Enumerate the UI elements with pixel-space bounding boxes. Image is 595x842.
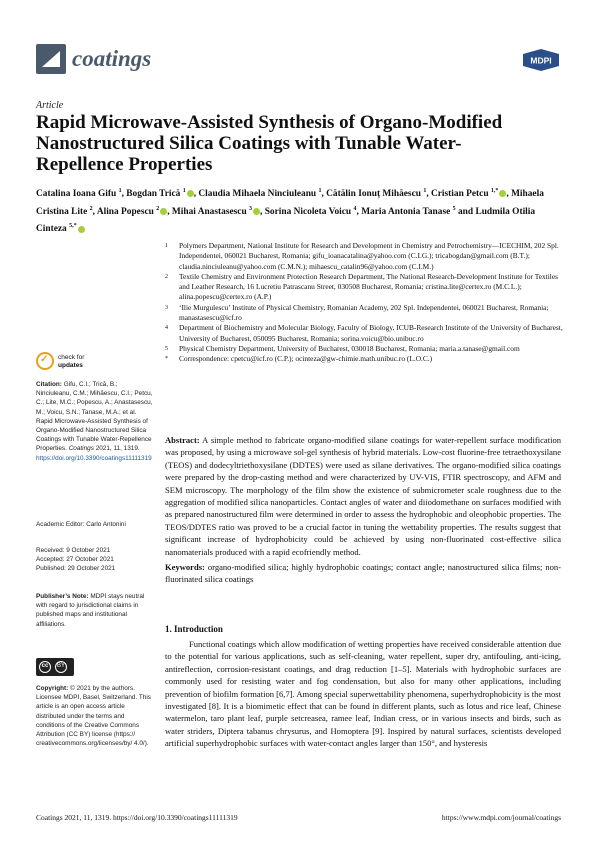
- footer-citation: Coatings 2021, 11, 1319. https://doi.org/10.3390/coatings11111319: [36, 813, 238, 822]
- author-affiliation-marker: 5: [452, 205, 456, 212]
- affiliations: [165, 241, 565, 365]
- affiliation-marker: 5: [165, 345, 168, 352]
- orcid-icon[interactable]: [78, 226, 85, 233]
- affiliation-marker: 3: [165, 304, 168, 311]
- affiliation-text: Department of Biochemistry and Molecular Biology, Faculty of Biology, ICUB-Research Institute of the University of Bucharest, University of Bucharest, 050095 Bucharest, Romania; sorina.voicu@bio.unibuc.ro: [179, 323, 563, 343]
- affiliation-item: [165, 344, 565, 354]
- author-name: Mihai Anastasescu: [171, 206, 247, 217]
- citation-block: Citation: Gifu, C.I.; Trică, B.; Ninciuleanu, C.M.; Mihăescu, C.I.; Petcu, C.; Lite, M.C.; Popescu, A.; Anastasescu, M.; Voicu, S.N.; Tanase, M.A.; et al. Rapid Microwave-Assisted Synthesis of Organo-Modified Nanostructured Silica Coatings with Tunable Water-Repellence Properties. Coatings 2021, 11, 1319. https://doi.org/10.3390/coatings11111319: [36, 381, 153, 462]
- author-affiliation-marker: 1: [182, 188, 186, 194]
- affiliation-text: Textile Chemistry and Environment Protection Research Department, The National Research-Development Institute for Textiles and Leather Research, 16 Lucretiu Patrascanu Street, 030508 Bucharest, Romania; cristina.lite@certex.ro (M.C.L.); alina.popescu@certex.ro (A.P.): [179, 271, 558, 302]
- citation-doi-link[interactable]: https://doi.org/10.3390/coatings11111319: [36, 454, 152, 462]
- keywords: Keywords: organo-modified silica; highly hydrophobic coatings; contact angle; nanostructured silica films; non-fluorinated silica coatings: [165, 562, 562, 585]
- affiliation-item: [165, 303, 565, 324]
- author-affiliation-marker: 1: [423, 188, 427, 194]
- affiliation-item: [165, 323, 565, 344]
- check-for-updates-button[interactable]: ✓ check for updates: [36, 352, 106, 372]
- affiliation-text: Polymers Department, National Institute for Research and Development in Chemistry and Petrochemistry—ICECHIM, 202 Spl. Independentei, 060021 Bucharest, Romania; gifu_ioanacatalina@yahoo.com (C.I.G.); tricabogdan@gmail.com (B.T.); claudia.ninciuleanu@yahoo.com (C.M.N.); mihaescu_catalin96@yahoo.com (C.I.M.): [179, 241, 559, 271]
- affiliation-item: [165, 272, 565, 303]
- affiliation-item: [165, 241, 565, 272]
- orcid-icon[interactable]: [499, 190, 506, 197]
- affiliation-marker: 1: [165, 243, 168, 249]
- copyright-block: Copyright: © 2021 by the authors. Licensee MDPI, Basel, Switzerland. This article is an open access article distributed under the terms and conditions of the Creative Commons Attribution (CC BY) license (https:// creativecommons.org/licenses/by/ 4.0/).: [36, 685, 151, 748]
- author-affiliation-marker: 1,*: [490, 188, 499, 194]
- cc-by-license-icon[interactable]: cc BY: [36, 658, 74, 676]
- paper-title: Rapid Microwave-Assisted Synthesis of Organo-Modified Nanostructured Silica Coatings with Tunable Water-Repellence Properties: [36, 112, 503, 175]
- author-name: Alina Popescu: [96, 206, 154, 217]
- journal-name: coatings: [72, 46, 152, 71]
- svg-text:MDPI: MDPI: [530, 55, 552, 66]
- orcid-icon[interactable]: [160, 208, 167, 215]
- author-name: Bogdan Trică: [126, 189, 181, 200]
- author-name: Cătălin Ionuț Mihăescu: [326, 189, 421, 200]
- publisher-note: Publisher’s Note: MDPI stays neutral with regard to jurisdictional claims in published maps and institutional affiliations.: [36, 593, 145, 628]
- author-affiliation-marker: 3: [249, 205, 252, 212]
- author-affiliation-marker: 5,*: [69, 223, 77, 230]
- author-name: Claudia Mihaela Ninciuleanu: [198, 189, 317, 200]
- affiliation-marker: 4: [165, 325, 168, 332]
- page-footer: [36, 813, 561, 822]
- author-name: Maria Antonia Tanase: [361, 206, 451, 217]
- orcid-icon[interactable]: [187, 190, 194, 197]
- orcid-icon[interactable]: [253, 208, 260, 215]
- academic-editor: Academic Editor: Carlo Antonini: [36, 521, 126, 528]
- section-heading: 1. Introduction: [165, 624, 223, 634]
- author-affiliation-marker: 2: [89, 205, 93, 212]
- dates: Received: 9 October 2021 Accepted: 27 October 2021 Published: 29 October 2021: [36, 547, 116, 573]
- author-affiliation-marker: 2: [156, 205, 160, 212]
- author-name: Cristian Petcu: [431, 189, 489, 200]
- abstract: Abstract: A simple method to fabricate organo-modified silane coatings for water-repellent surface modification was proposed, by using a microwave sol-gel synthesis of hybrid materials. Low-cost fluorine-free tetraethoxysilane (TEOS) and dodecyltriethoxysilane (DDTES) were used as silane derivatives. The organo-modified silica coatings were prepared by the drop-casting method and were characterized by UV-VIS, FTIR spectroscopy, and AFM and SEM microscopy. The morphology of the film show the existence of submicrometer scale roughness due to the aggregation of modified silica nanoparticles. Contact angles of water and diiodomethane on surfaces modified with as prepared nanostructured film were determined in order to assess the hydrophobic and oleophobic properties. The TEOS/DDTES ratio was proved to be a crucial factor in tuning the wettability properties. The results suggest that significant increase of hydrophobicity could be achieved by using non-fluorinated cost-effective silica nanomaterials produced with a rapid ecofriendly method.: [165, 435, 561, 557]
- affiliation-text: Correspondence: cpetcu@icf.ro (C.P.); ocinteza@gw-chimie.math.unibuc.ro (L.O.C.): [179, 354, 433, 364]
- introduction-paragraph: Functional coatings which allow modification of wetting properties have received considerable attention due to the potential for various applications, such as self-cleaning, water repellent, super dry, antifouling, anti-icing, antireflection, corrosion-resistant coatings, and drag reduction [1–5]. Materials with hydrophobic surfaces are commonly used for resisting water and fog condensation, but also for many other applications, including prevention of biofilm formation [6,7]. Among special superwettability phenomena, superhydrophobicity is the most investigated [8]. It is a biomimetic effect that can be found in different plants, such as lotus and rice leaf, Chinese watermelon, taro plant leaf, purple setcreasea, ramee leaf, Indian cress, or in various insects and birds, such as water striders, Diptera tabanus chrysurus, and Homoptera [9]. Inspired by natural surfaces, scientists developed artificial superhydrophobic surfaces with water-contact angles larger than 150°, and hysteresis: [165, 639, 561, 749]
- affiliation-text: ‘Ilie Murgulescu’ Institute of Physical Chemistry, Romanian Academy, 202 Spl. Independentei, 060021 Bucharest, Romania; manastasescu@icf.ro: [179, 302, 549, 323]
- mdpi-logo-icon: [521, 48, 561, 72]
- affiliation-marker: *: [165, 356, 168, 363]
- author-name: Mihaela Cristina Lite: [36, 189, 544, 217]
- article-type: Article: [36, 100, 64, 111]
- affiliation-text: Physical Chemistry Department, University of Bucharest, 030018 Bucharest, Romania; maria.a.tanase@gmail.com: [179, 343, 520, 353]
- footer-journal-link[interactable]: https://www.mdpi.com/journal/coatings: [441, 813, 561, 822]
- author-name: Ludmila Otilia Cinteza: [36, 206, 536, 235]
- author-list: Catalina Ioana Gifu $^1$, Bogdan Trică $^1$ , Claudia Mihaela Ninciuleanu $^1$, Cătălin Ionuț Mihăescu $^1$, Cristian Petcu $^{1,*}$ , Mihaela Cristina Lite $^2$, Alina Popescu $^2$ , Mihai Anastasescu $^3$ , Sorina Nicoleta Voicu $^4$, Maria Antonia Tanase $^5$ and Ludmila Otilia Cinteza $^{5,*}$: [36, 188, 544, 235]
- affiliation-item: [165, 354, 565, 364]
- author-affiliation-marker: 1: [318, 188, 322, 194]
- author-name: Sorina Nicoleta Voicu: [264, 206, 352, 217]
- author-affiliation-marker: 4: [353, 205, 357, 212]
- author-name: Catalina Ioana Gifu: [36, 189, 117, 200]
- journal-logo-icon: [36, 44, 66, 74]
- author-affiliation-marker: 1: [118, 188, 122, 194]
- affiliation-marker: 2: [165, 273, 168, 280]
- journal-header: [36, 44, 561, 78]
